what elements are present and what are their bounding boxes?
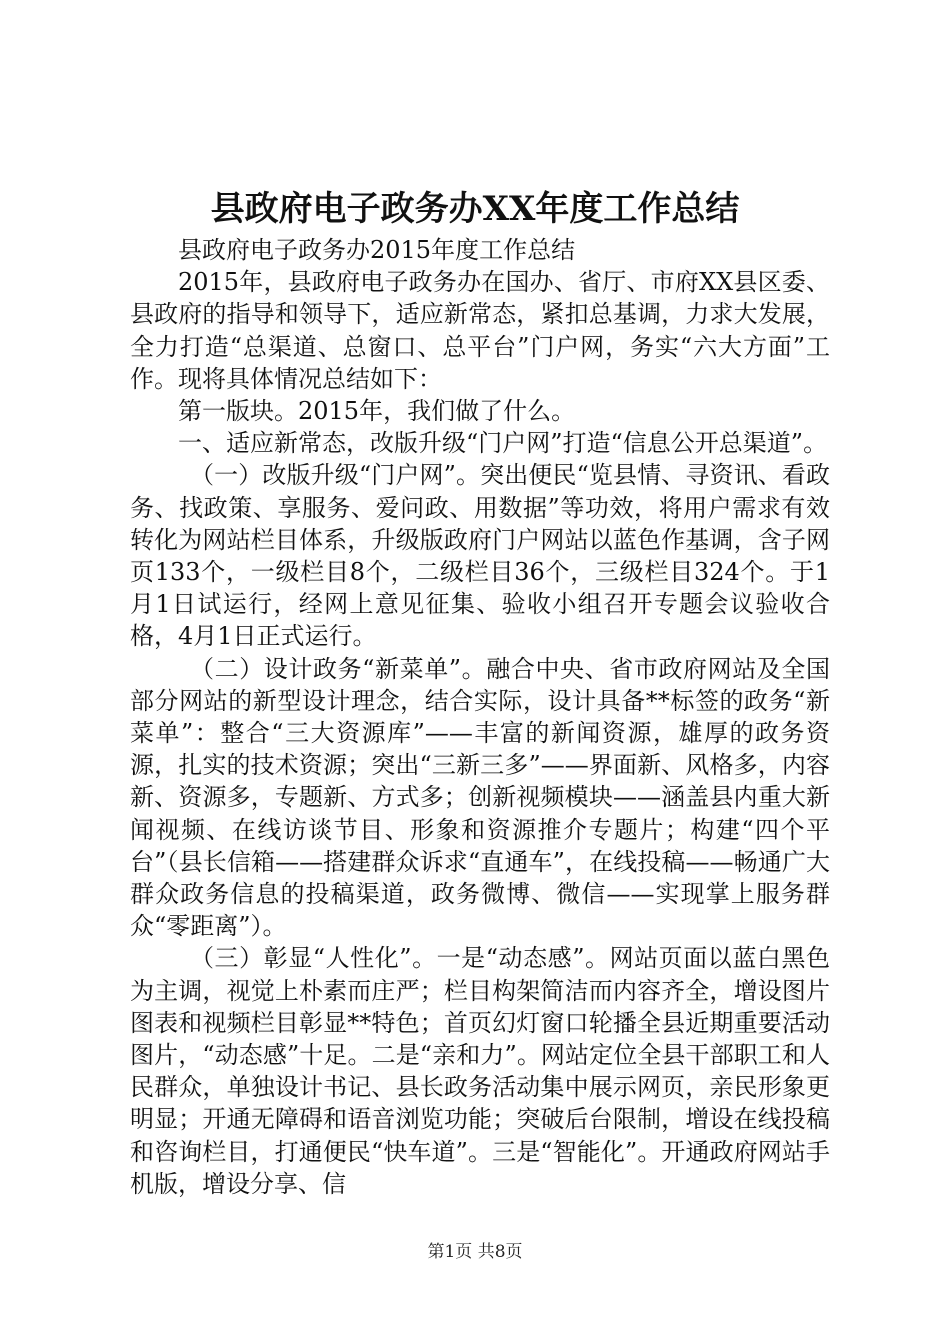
page-number: 第1页 共8页 <box>427 1242 523 1262</box>
paragraph-item-three: （三）彰显“人性化”。一是“动态感”。网站页面以蓝白黑色为主调，视觉上朴素而庄严；栏目构架简洁而内容齐全，增设图片图表和视频栏目彰显**特色；首页幻灯窗口轮播全县近期重要活动图片，“动态感”十足。二是“亲和力”。网站定位全县干部职工和人民群众，单独设计书记、县长政务活动集中展示网页，亲民形象更明显；开通无障碍和语音浏览功能；突破后台限制，增设在线投稿和咨询栏目，打通便民“快车道”。三是“智能化”。开通政府网站手机版，增设分享、信 <box>130 944 830 1198</box>
document-title: 县政府电子政务办XX年度工作总结 <box>210 189 740 229</box>
paragraph-heading-one: 一、适应新常态，改版升级“门户网”打造“信息公开总渠道”。 <box>178 429 828 458</box>
paragraph-subtitle: 县政府电子政务办2015年度工作总结 <box>178 236 576 264</box>
paragraph-section-heading: 第一版块。2015年，我们做了什么。 <box>178 397 576 426</box>
paragraph-item-one: （一）改版升级“门户网”。突出便民“览县情、寻资讯、看政务、找政策、享服务、爱问政、用数据”等功效，将用户需求有效转化为网站栏目体系，升级版政府门户网站以蓝色作基调，含子网页133个，一级栏目8个，二级栏目36个，三级栏目324个。于1月1日试运行，经网上意见征集、验收小组召开专题会议验收合格，4月1日正式运行。 <box>130 461 830 651</box>
paragraph-item-two: （二）设计政务“新菜单”。融合中央、省市政府网站及全国部分网站的新型设计理念，结合实际，设计具备**标签的政务“新菜单”：整合“三大资源库”——丰富的新闻资源，雄厚的政务资源，扎实的技术资源；突出“三新三多”——界面新、风格多，内容新、资源多，专题新、方式多；创新视频模块——涵盖县内重大新闻视频、在线访谈节目、形象和资源推介专题片；构建“四个平台”（县长信箱——搭建群众诉求“直通车”，在线投稿——畅通广大群众政务信息的投稿渠道，政务微博、微信——实现掌上服务群众“零距离”）。 <box>130 654 830 941</box>
document-body <box>130 234 830 1200</box>
paragraph-intro: 2015年，县政府电子政务办在国办、省厅、市府XX县区委、县政府的指导和领导下，适应新常态，紧扣总基调，力求大发展，全力打造“总渠道、总窗口、总平台”门户网，务实“六大方面”工作。现将具体情况总结如下： <box>130 268 830 393</box>
